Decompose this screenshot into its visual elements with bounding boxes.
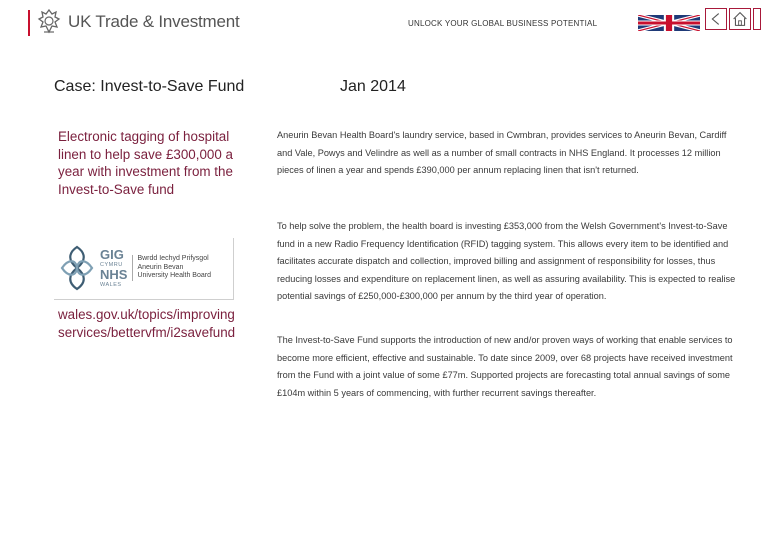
gig-nhs-block xyxy=(100,248,127,288)
board-line: Bwrdd Iechyd Prifysgol xyxy=(137,255,209,263)
home-icon xyxy=(730,9,750,29)
board-line: Aneurin Bevan xyxy=(137,263,184,271)
union-flag-icon xyxy=(638,15,700,31)
date: Jan 2014 xyxy=(340,78,406,95)
paragraph-background: Aneurin Bevan Health Board's laundry service, based in Cwmbran, provides services to Aneurin Bevan, Cardiff and Vale, Powys and Velindre as well as a number of small contracts in NHS England. It processes 12 million pieces of linen a year and spends £390,000 per annum replacing linen that isn't returned. xyxy=(277,130,727,175)
aneurin-bevan-logo xyxy=(58,238,233,298)
celtic-knot-icon xyxy=(58,243,96,293)
nhs-text: NHS xyxy=(100,267,128,282)
wales-text: WALES xyxy=(100,282,122,288)
tagline: UNLOCK YOUR GLOBAL BUSINESS POTENTIAL xyxy=(408,19,598,28)
brand-name: UK Trade & Investment xyxy=(68,12,240,31)
gig-text: GIG xyxy=(100,247,124,262)
fund-web-link[interactable]: wales.gov.uk/topics/improvingservices/bettervfm/i2savefund xyxy=(58,307,236,340)
case-summary: Electronic tagging of hospital linen to help save £300,000 a year with investment from the Invest-to-Save fund xyxy=(58,129,233,197)
board-name-block xyxy=(132,255,211,281)
paragraph-fund-info: The Invest-to-Save Fund supports the introduction of new and/or proven ways of working that enable services to become more efficient, effective and sustainable. To date since 2009, over 68 projects have received investment from the Fund with a joint value of some £77m. Supported projects are forecasting total annual savings of some £104m within 5 years of commencing, with further recurrent savings thereafter. xyxy=(277,335,733,398)
royal-crest-icon xyxy=(36,8,62,36)
header-divider xyxy=(28,10,30,36)
home-button[interactable] xyxy=(729,8,751,30)
cymru-text: CYMRU xyxy=(100,262,123,268)
frame-divider xyxy=(54,299,234,300)
paragraph-solution: To help solve the problem, the health board is investing £353,000 from the Welsh Government's Invest-to-Save fund in a new Radio Frequency Identification (RFID) tagging system. This allows every item to be identified and facilitates accurate dispatch and collection, improved billing and assignment of responsibility for losses, thus reducing losses and expenditure on replacement linen, as well as assuring availability. This is expected to realise potential savings of £250,000-£300,000 per annum by the third year of operation. xyxy=(277,221,736,301)
frame-divider xyxy=(233,238,234,300)
nav-edge xyxy=(753,8,761,30)
back-arrow-icon xyxy=(706,9,726,29)
board-line: University Health Board xyxy=(137,272,211,280)
ukti-logo[interactable] xyxy=(36,8,240,36)
back-button[interactable] xyxy=(705,8,727,30)
case-title: Case: Invest-to-Save Fund xyxy=(54,78,245,95)
